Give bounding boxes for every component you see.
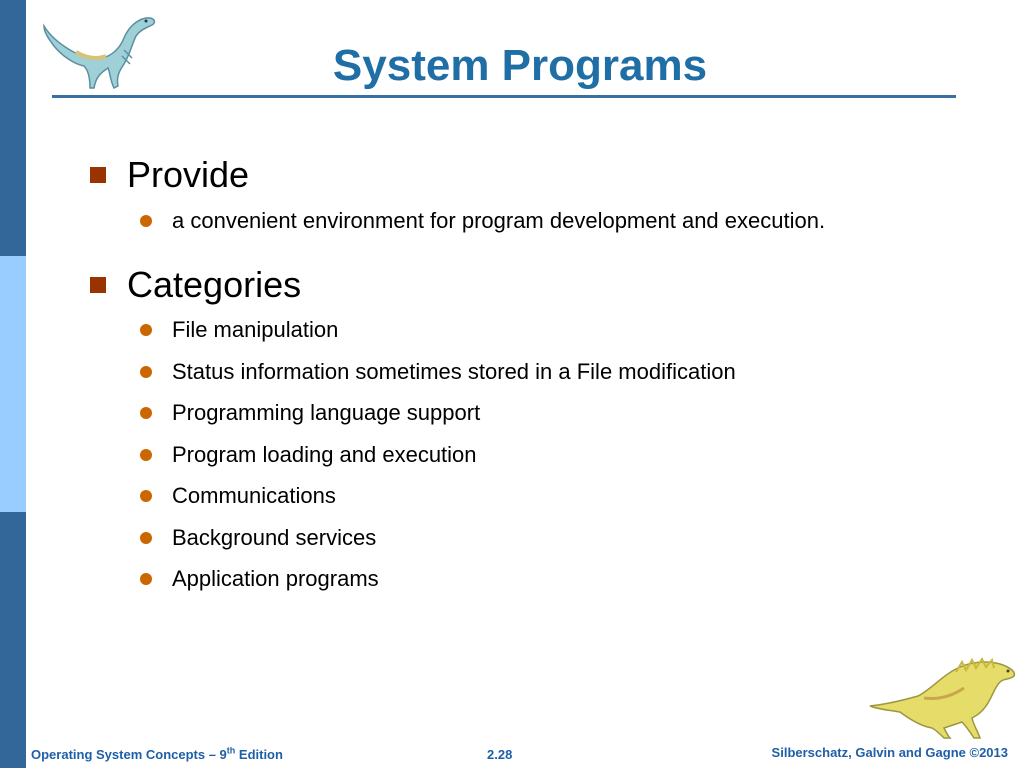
round-bullet-icon <box>140 366 152 378</box>
sidebar-band-top <box>0 0 26 256</box>
list-item <box>140 351 970 393</box>
page-number: 2.28 <box>487 747 513 762</box>
bullet-level1 <box>90 150 970 200</box>
footer-book-superscript: th <box>226 745 236 756</box>
bullet-text: a convenient environment for program development and execution. <box>172 207 826 233</box>
slide-title: System Programs <box>332 41 708 90</box>
round-bullet-icon <box>140 407 152 419</box>
sub-bullet-list <box>90 200 970 242</box>
list-item <box>140 310 970 352</box>
list-item <box>140 559 970 601</box>
dinosaur-icon <box>868 656 1018 740</box>
footer-book-suffix: Edition <box>235 747 283 762</box>
list-item <box>140 476 970 518</box>
title-divider <box>52 95 956 98</box>
list-item <box>140 393 970 435</box>
bullet-level1 <box>90 260 970 310</box>
bullet-text: Program loading and execution <box>172 441 477 467</box>
round-bullet-icon <box>140 532 152 544</box>
bullet-text: Programming language support <box>172 400 481 426</box>
footer-copyright: Silberschatz, Galvin and Gagne ©2013 <box>771 745 1008 760</box>
section-categories <box>90 260 970 601</box>
square-bullet-icon <box>90 167 106 183</box>
round-bullet-icon <box>140 215 152 227</box>
list-item <box>140 434 970 476</box>
list-item <box>140 517 970 559</box>
sidebar-band-middle <box>0 256 26 512</box>
round-bullet-icon <box>140 449 152 461</box>
bullet-heading: Provide <box>127 154 250 195</box>
square-bullet-icon <box>90 277 106 293</box>
list-item <box>140 200 970 242</box>
sidebar-band-bottom <box>0 512 26 768</box>
bullet-heading: Categories <box>127 263 302 305</box>
bullet-text: Status information sometimes stored in a File modification <box>172 358 736 384</box>
bullet-text: Communications <box>172 483 336 509</box>
slide-body <box>90 150 970 600</box>
dinosaur-icon <box>36 8 158 98</box>
footer-book-title <box>31 746 283 764</box>
sub-bullet-list <box>90 310 970 601</box>
round-bullet-icon <box>140 573 152 585</box>
bullet-text: Background services <box>172 524 377 550</box>
section-provide <box>90 150 970 242</box>
round-bullet-icon <box>140 324 152 336</box>
footer-book-prefix: Operating System Concepts – 9 <box>31 747 227 762</box>
round-bullet-icon <box>140 490 152 502</box>
bullet-text: Application programs <box>172 566 379 592</box>
bullet-text: File manipulation <box>172 317 339 343</box>
